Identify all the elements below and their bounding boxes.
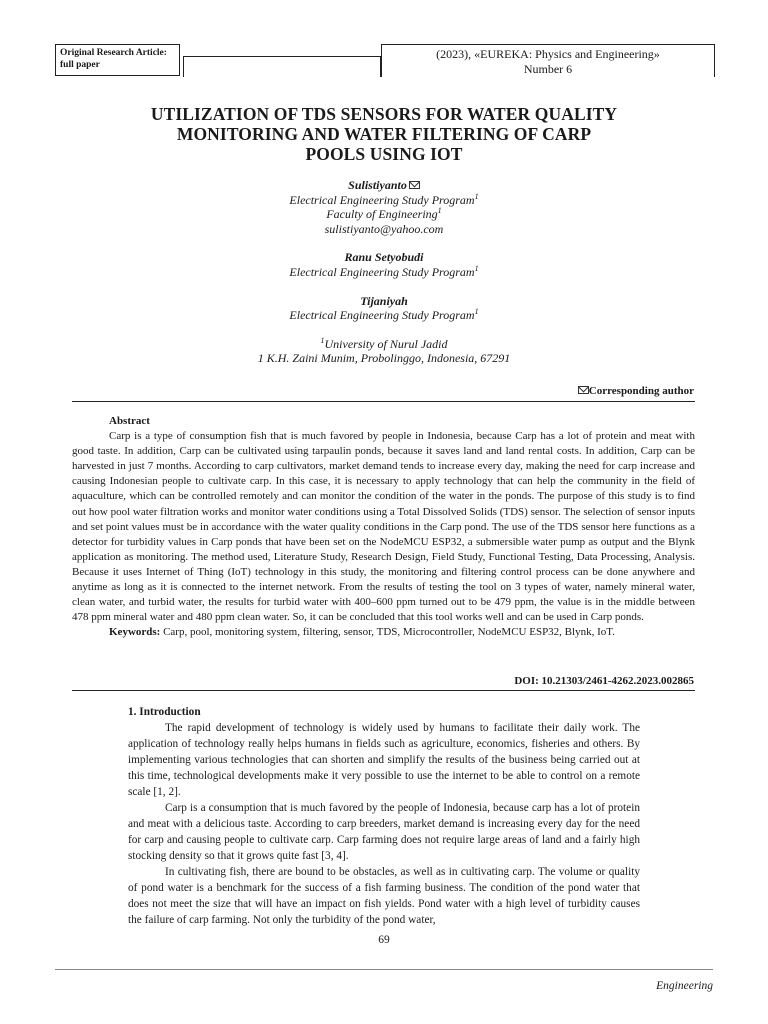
author-name-3: Tijaniyah: [360, 293, 408, 308]
article-type-box: [55, 44, 180, 76]
abstract-heading: Abstract: [109, 415, 150, 427]
author-name-2: Ranu Setyobudi: [344, 250, 424, 265]
author-program-1: Electrical Engineering Study Program: [289, 192, 475, 207]
journal-box: [381, 44, 715, 77]
author-email[interactable]: sulistiyanto@yahoo.com: [324, 221, 444, 236]
article-type-line2: full paper: [60, 60, 100, 70]
doi-link[interactable]: DOI: 10.21303/2461-4262.2023.002865: [514, 675, 694, 687]
divider: [72, 690, 695, 691]
keywords-text: Carp, pool, monitoring system, filtering, sensor, TDS, Microcontroller, NodeMCU ESP32, Blynk, IoT.: [163, 626, 615, 639]
divider: [72, 401, 695, 402]
keywords: [72, 625, 695, 640]
paper-title: [84, 104, 684, 164]
affil-sup: 1: [474, 263, 479, 273]
footer-section-label: Engineering: [656, 980, 713, 992]
abstract-section: [72, 414, 695, 640]
header-spacer-box: [183, 56, 381, 77]
title-line-3: POOLS USING IOT: [305, 144, 463, 164]
author-program-2: Electrical Engineering Study Program: [289, 264, 475, 279]
journal-number: Number 6: [523, 62, 573, 76]
article-type-line1: Original Research Article:: [60, 48, 167, 58]
journal-name: (2023), «EUREKA: Physics and Engineering»: [436, 47, 660, 61]
author-block: [84, 178, 684, 366]
affil-sup: 1: [474, 307, 479, 317]
corresponding-author-label: Corresponding author: [588, 385, 694, 397]
author-faculty-1: Faculty of Engineering: [326, 207, 438, 222]
section-heading: 1. Introduction: [128, 706, 201, 718]
intro-paragraph-3: In cultivating fish, there are bound to be obstacles, as well as in cultivating carp. The volume or quality of pond water is a benchmark for the success of a fish farming business. The condition of the pond water that does not meet the size that will have an impact on fish yields. Pond water with a high level of turbidity causes the failure of carp farming. Not only the turbidity of the pond water,: [128, 866, 640, 926]
corresponding-author-note: [576, 385, 694, 397]
intro-paragraph-1: The rapid development of technology is widely used by humans to facilitate their daily work. The application of technology really helps humans in fields such as agriculture, economics, fisheries and others. By implementing various technologies that can shorten and simplify the results of the business being carried out at this time, technological developments make it very possible to use the internet to be able to control on a remote scale [1, 2].: [128, 722, 640, 798]
title-line-2: MONITORING AND WATER FILTERING OF CARP: [176, 124, 592, 144]
author-program-3: Electrical Engineering Study Program: [289, 308, 475, 323]
abstract-text: Carp is a type of consumption fish that is much favored by people in Indonesia, because Carp has a lot of protein and meat with good taste. In addition, Carp can be cultivated using tarpaulin ponds, because it saves land and land rental costs. In addition, Carp can be harvested in just 7 months. According to carp cultivators, market demand tends to increase every day, making the need for carp increase and causing Indonesian people to cultivate carp. In this case, it is necessary to apply technology that can help the community in the field of aquaculture, which can be controlled remotely and can monitor the condition of the water in the ponds. The purpose of this study is to find out how pool water filtration works and monitor water conditions using a Total Dissolved Solids (TDS) sensor. The selection of sensor inputs and set point values must be in accordance with the water quality conditions in the Carp pond. The use of the TDS sensor here functions as a detector for turbidity values in Carp ponds that have been set on the NodeMCU ESP32, a submersible water pump as output and the Blynk application as monitoring. The method used, Literature Study, Research Design, Field Study, Functional Testing, Data Processing, Analysis. Because it uses Internet of Thing (IoT) technology in this study, the monitoring and filtering control process can be done anywhere and anytime as long as it is connected to the internet network. From the results of testing the tool on 3 types of water, namely mineral water, clean water, and turbid water, the results for turbid water with 400–600 ppm turned out to be 479 ppm, the value is in the middle between 478 ppm mineral water and 480 ppm clean water. So, it can be concluded that this tool works well and can be used in Carp ponds.: [72, 430, 695, 624]
affiliation-university: University of Nurul Jadid: [324, 336, 448, 351]
affil-sup: 1: [320, 335, 325, 345]
page-number: 69: [378, 934, 390, 946]
introduction-section: [128, 704, 640, 928]
mail-icon: [409, 181, 420, 189]
intro-paragraph-2: Carp is a consumption that is much favored by the people of Indonesia, because carp has a lot of protein and meat with a delicious taste. According to carp breeders, market demand is increasing every day for the need for carp and causing people to cultivate carp. Carp farming does not require large areas of land and a fairly high stocking density so that it grows quite fast [3, 4].: [128, 802, 640, 862]
affil-sup: 1: [437, 206, 442, 216]
affil-sup: 1: [474, 191, 479, 201]
title-line-1: UTILIZATION OF TDS SENSORS FOR WATER QUALITY: [150, 104, 618, 124]
affiliation-address: 1 K.H. Zaini Munim, Probolinggo, Indonesia, 67291: [257, 351, 511, 366]
mail-icon: [578, 386, 589, 394]
keywords-label: Keywords:: [109, 626, 161, 639]
author-name-1: Sulistiyanto: [348, 178, 407, 192]
footer-divider: [55, 969, 713, 970]
